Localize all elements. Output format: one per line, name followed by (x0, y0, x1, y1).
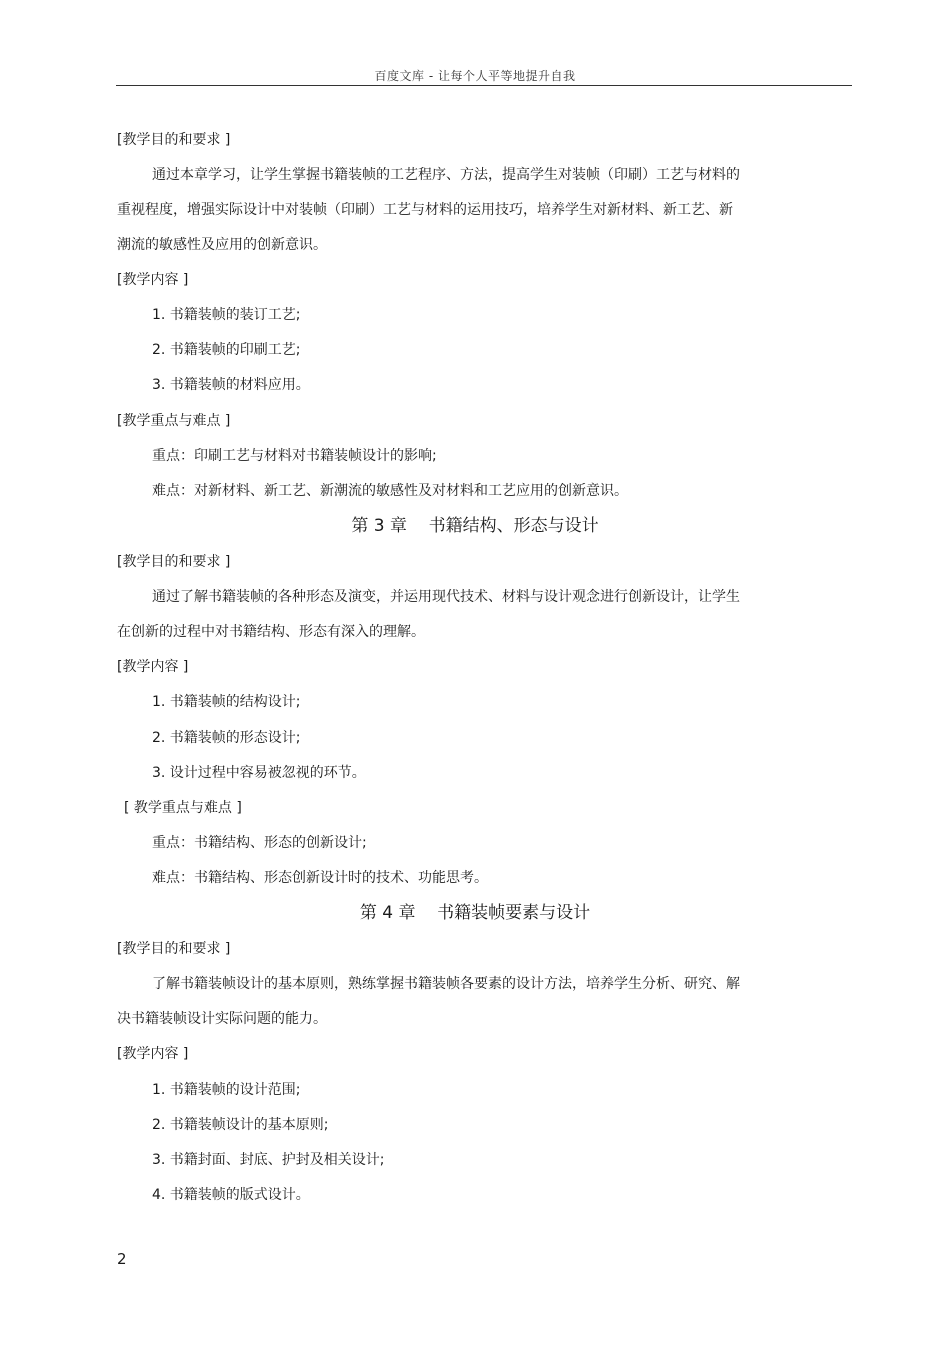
list-item: 3. 书籍装帧的材料应用。 (152, 377, 310, 393)
chapter-title: 第 3 章 书籍结构、形态与设计 (351, 516, 599, 536)
section-label-key-points: [ 教学重点与难点 ] (124, 800, 242, 816)
list-item: 1. 书籍装帧的结构设计; (152, 694, 301, 710)
paragraph-line: 决书籍装帧设计实际问题的能力。 (117, 1011, 327, 1027)
section-label-key-points: [教学重点与难点 ] (117, 413, 231, 429)
paragraph-line: 重点：印刷工艺与材料对书籍装帧设计的影响; (152, 448, 437, 464)
paragraph-line: 了解书籍装帧设计的基本原则，熟练掌握书籍装帧各要素的设计方法，培养学生分析、研究、解 (152, 976, 740, 992)
paragraph-line: 在创新的过程中对书籍结构、形态有深入的理解。 (117, 624, 425, 640)
paragraph-line: 潮流的敏感性及应用的创新意识。 (117, 237, 327, 253)
section-label-content: [教学内容 ] (117, 272, 189, 288)
paragraph-line: 通过本章学习，让学生掌握书籍装帧的工艺程序、方法，提高学生对装帧（印刷）工艺与材料的 (152, 167, 740, 183)
list-item: 2. 书籍装帧的印刷工艺; (152, 342, 301, 358)
page-number: 2 (117, 1250, 127, 1268)
section-label-content: [教学内容 ] (117, 659, 189, 675)
paragraph-line: 通过了解书籍装帧的各种形态及演变，并运用现代技术、材料与设计观念进行创新设计，让学生 (152, 589, 740, 605)
list-item: 3. 设计过程中容易被忽视的环节。 (152, 765, 366, 781)
list-item: 1. 书籍装帧的装订工艺; (152, 307, 301, 323)
section-label-content: [教学内容 ] (117, 1046, 189, 1062)
paragraph-line: 难点：对新材料、新工艺、新潮流的敏感性及对材料和工艺应用的创新意识。 (152, 483, 628, 499)
list-item: 3. 书籍封面、封底、护封及相关设计; (152, 1152, 385, 1168)
section-label-goals: [教学目的和要求 ] (117, 554, 231, 570)
header-divider (116, 85, 852, 86)
list-item: 1. 书籍装帧的设计范围; (152, 1082, 301, 1098)
chapter-title: 第 4 章 书籍装帧要素与设计 (359, 903, 591, 923)
section-label-goals: [教学目的和要求 ] (117, 132, 231, 148)
paragraph-line: 重视程度，增强实际设计中对装帧（印刷）工艺与材料的运用技巧，培养学生对新材料、新工艺、新 (117, 202, 733, 218)
paragraph-line: 重点：书籍结构、形态的创新设计; (152, 835, 367, 851)
header-title: 百度文库 - 让每个人平等地提升自我 (374, 69, 576, 83)
list-item: 2. 书籍装帧的形态设计; (152, 730, 301, 746)
paragraph-line: 难点：书籍结构、形态创新设计时的技术、功能思考。 (152, 870, 488, 886)
section-label-goals: [教学目的和要求 ] (117, 941, 231, 957)
list-item: 4. 书籍装帧的版式设计。 (152, 1187, 310, 1203)
list-item: 2. 书籍装帧设计的基本原则; (152, 1117, 329, 1133)
